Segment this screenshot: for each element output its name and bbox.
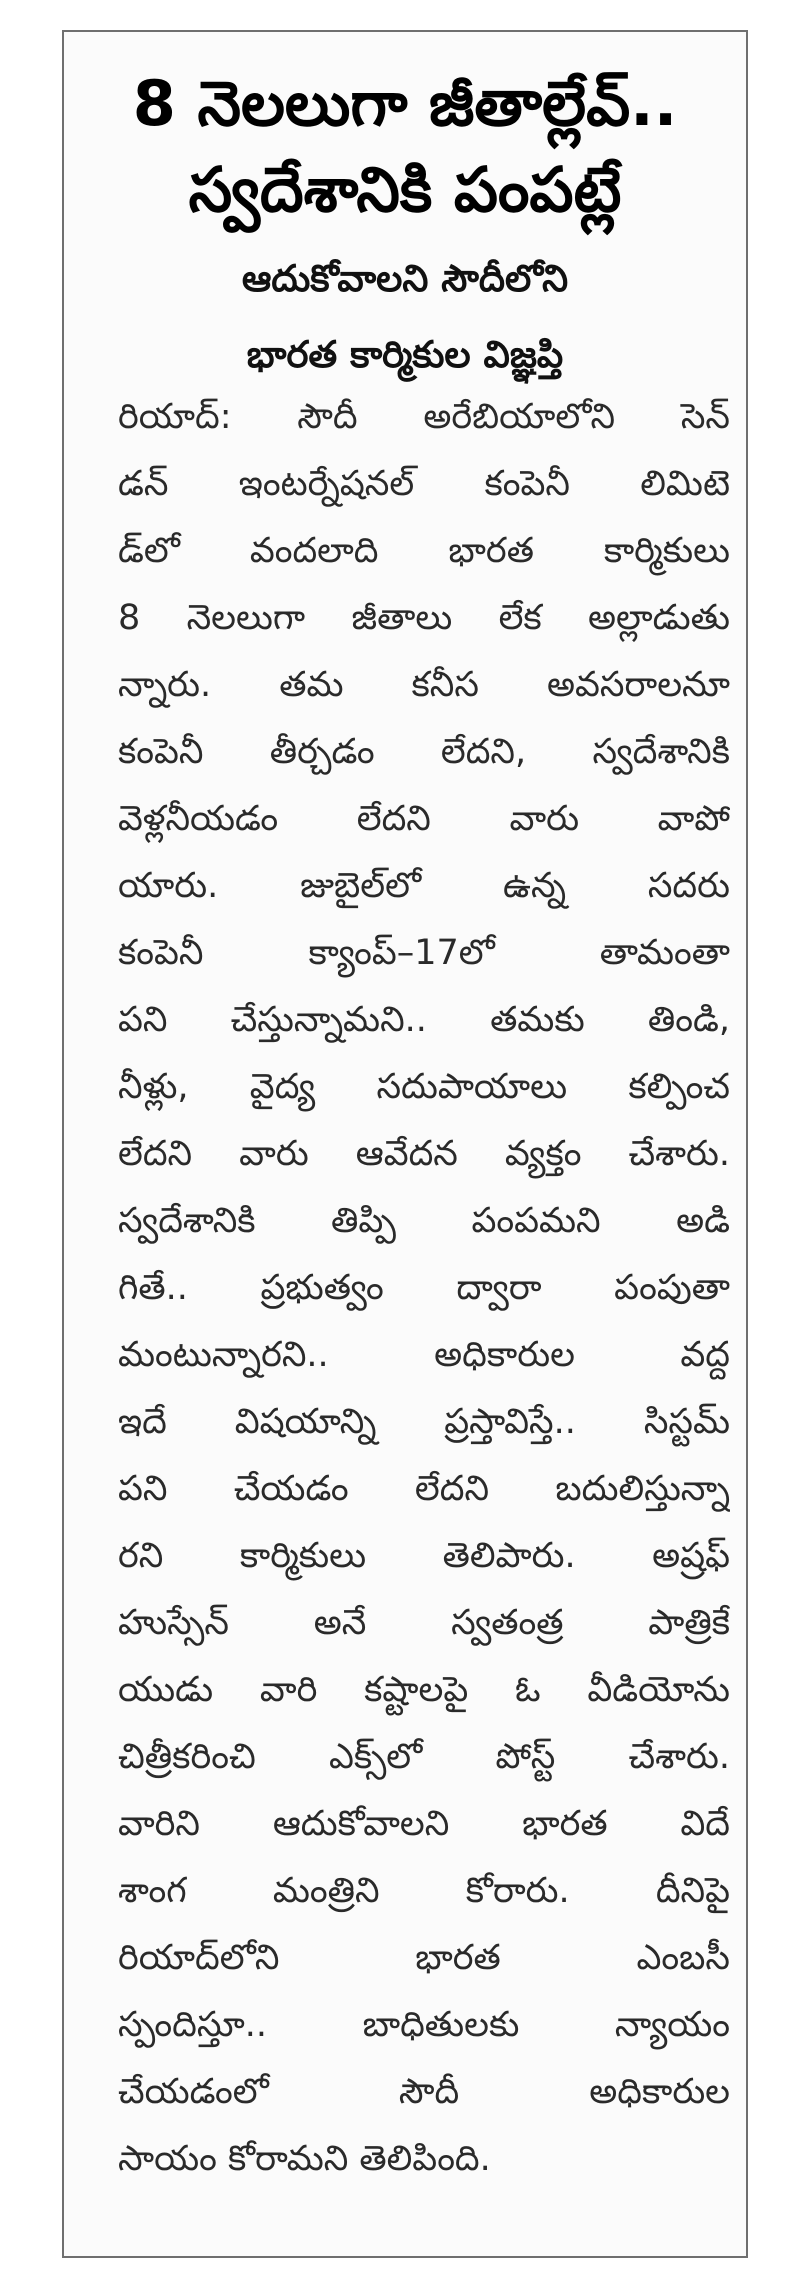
body-line: కంపెనీ క్యాంప్–17లో తామంతా [118,933,730,973]
body-line: పని చేయడం లేదని బదులిస్తున్నా [118,1469,730,1509]
headline-line-2: స్వదేశానికి పంపట్లే [188,153,622,226]
body-line: నీళ్లు, వైద్య సదుపాయాలు కల్పించ [118,1067,730,1107]
body-line: స్పందిస్తూ.. బాధితులకు న్యాయం [118,2005,730,2045]
body-line: మంటున్నారని.. అధికారుల వద్ద [118,1335,730,1375]
body-line: శాంగ మంత్రిని కోరారు. దీనిపై [118,1871,730,1911]
body-line: గితే.. ప్రభుత్వం ద్వారా పంపుతా [118,1268,730,1308]
body-line: యుడు వారి కష్టాలపై ఓ వీడియోను [118,1670,730,1710]
body-line: కంపెనీ తీర్చడం లేదని, స్వదేశానికి [118,732,730,772]
body-line: చేయడంలో సౌదీ అధికారుల [118,2072,730,2112]
body-line: ఇదే విషయాన్ని ప్రస్తావిస్తే.. సిస్టమ్ [118,1402,730,1442]
body-line: రియాద్: సౌదీ అరేబియాలోని సెన్ [118,397,730,437]
body-line: లేదని వారు ఆవేదన వ్యక్తం చేశారు. [118,1134,730,1174]
body-line: డ్‌లో వందలాది భారత కార్మికులు [118,531,730,571]
body-line: 8 నెలలుగా జీతాలు లేక అల్లాడుతు [118,598,730,638]
body-line: స్వదేశానికి తిప్పి పంపమని అడి [118,1201,730,1241]
body-line: పని చేస్తున్నామని.. తమకు తిండి, [118,1000,730,1040]
subheading-line-1: ఆదుకోవాలని సౌదీలోని [241,257,569,300]
body-line: చిత్రీకరించి ఎక్స్‌లో పోస్ట్ చేశారు. [118,1737,730,1777]
subheading-line-2: భారత కార్మికుల విజ్ఞప్తి [246,333,564,376]
body-line: వారిని ఆదుకోవాలని భారత విదే [118,1804,730,1844]
body-line: రియాద్‌లోని భారత ఎంబసీ [118,1938,730,1978]
headline-line-1: 8 నెలలుగా జీతాల్లేవ్.. [132,67,678,140]
body-line: రని కార్మికులు తెలిపారు. అష్రఫ్ [118,1536,730,1576]
body-line: న్నారు. తమ కనీస అవసరాలనూ [118,665,730,705]
body-line: డన్ ఇంటర్నేషనల్ కంపెనీ లిమిటె [118,464,730,504]
news-clipping [62,30,748,2258]
body-line: సాయం కోరామని తెలిపింది. [118,2139,491,2179]
article-body [118,384,730,2193]
body-line: యారు. జుబైల్‌లో ఉన్న సదరు [118,866,730,906]
body-line: వెళ్లనీయడం లేదని వారు వాపో [118,799,730,839]
body-line: హుస్సేన్ అనే స్వతంత్ర పాత్రికే [118,1603,730,1643]
